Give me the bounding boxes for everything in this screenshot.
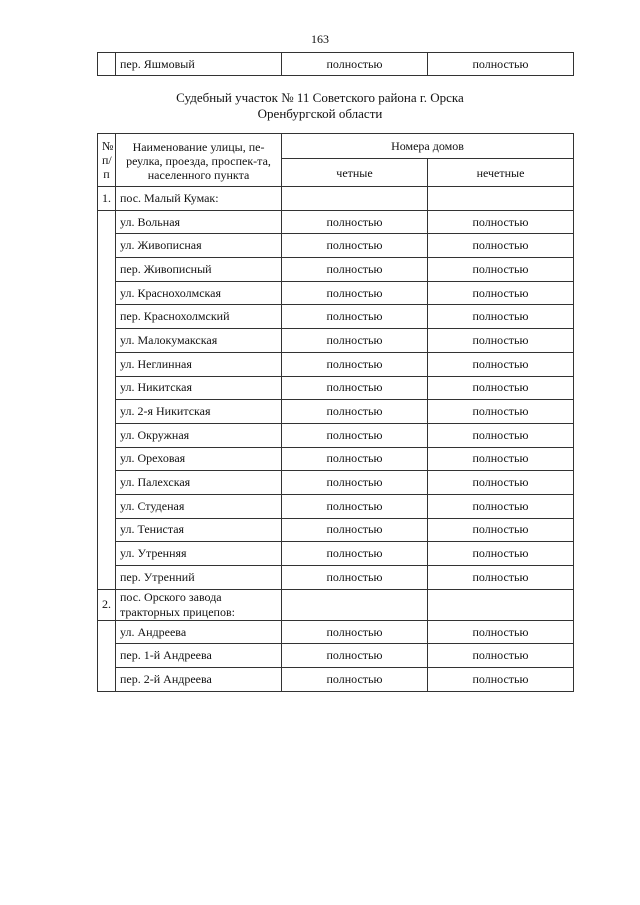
even-houses: полностью <box>282 281 428 305</box>
odd-houses: полностью <box>428 471 574 495</box>
row-number <box>98 53 116 76</box>
header-even: четные <box>282 159 428 187</box>
title-line-1: Судебный участок № 11 Советского района г. Орска <box>176 90 464 105</box>
odd-houses: полностью <box>428 542 574 566</box>
odd-houses: полностью <box>428 210 574 234</box>
even-houses <box>282 187 428 211</box>
even-houses: полностью <box>282 376 428 400</box>
street-name: ул. Тенистая <box>116 518 282 542</box>
even-houses: полностью <box>282 329 428 353</box>
even-houses: полностью <box>282 566 428 590</box>
table-row <box>98 281 574 305</box>
table-row <box>98 423 574 447</box>
table-row <box>98 668 574 692</box>
street-name: ул. Окружная <box>116 423 282 447</box>
odd-houses: полностью <box>428 518 574 542</box>
street-name: ул. 2-я Никитская <box>116 400 282 424</box>
odd-houses: полностью <box>428 376 574 400</box>
even-houses: полностью <box>282 210 428 234</box>
odd-houses: полностью <box>428 305 574 329</box>
street-name: ул. Палехская <box>116 471 282 495</box>
even-houses: полностью <box>282 305 428 329</box>
section-title <box>0 90 640 122</box>
street-name: ул. Краснохолмская <box>116 281 282 305</box>
street-name: ул. Вольная <box>116 210 282 234</box>
street-name: ул. Никитская <box>116 376 282 400</box>
odd-houses: полностью <box>428 566 574 590</box>
odd-houses: полностью <box>428 423 574 447</box>
street-name: пер. 2-й Андреева <box>116 668 282 692</box>
table-row <box>98 376 574 400</box>
street-name: ул. Неглинная <box>116 352 282 376</box>
odd-houses: полностью <box>428 668 574 692</box>
street-name: ул. Андреева <box>116 620 282 644</box>
table-row <box>98 234 574 258</box>
street-name: ул. Живописная <box>116 234 282 258</box>
even-houses: полностью <box>282 494 428 518</box>
table-row <box>98 305 574 329</box>
table-row <box>98 471 574 495</box>
street-name: ул. Малокумакская <box>116 329 282 353</box>
group-row <box>98 187 574 211</box>
row-number <box>98 620 116 691</box>
header-name: Наименование улицы, пе-реулка, проезда, проспек-та, населенного пункта <box>116 134 282 187</box>
header-odd: нечетные <box>428 159 574 187</box>
street-name: ул. Утренняя <box>116 542 282 566</box>
table-row <box>98 542 574 566</box>
street-name: пер. Яшмовый <box>116 53 282 76</box>
even-houses: полностью <box>282 258 428 282</box>
even-houses <box>282 589 428 620</box>
group-number: 2. <box>98 589 116 620</box>
header-num: № п/п <box>98 134 116 187</box>
table-row <box>98 566 574 590</box>
streets-table <box>97 133 574 692</box>
group-row <box>98 589 574 620</box>
table-row <box>98 644 574 668</box>
odd-houses <box>428 589 574 620</box>
street-name: ул. Студеная <box>116 494 282 518</box>
even-houses: полностью <box>282 423 428 447</box>
even-houses: полностью <box>282 644 428 668</box>
street-name: пер. 1-й Андреева <box>116 644 282 668</box>
odd-houses: полностью <box>428 352 574 376</box>
odd-houses: полностью <box>428 329 574 353</box>
table-row <box>98 400 574 424</box>
odd-houses: полностью <box>428 644 574 668</box>
street-name: ул. Ореховая <box>116 447 282 471</box>
header-houses: Номера домов <box>282 134 574 159</box>
street-name: пер. Живописный <box>116 258 282 282</box>
even-houses: полностью <box>282 518 428 542</box>
even-houses: полностью <box>282 668 428 692</box>
settlement-name: пос. Малый Кумак: <box>116 187 282 211</box>
street-name: пер. Краснохолмский <box>116 305 282 329</box>
settlement-name: пос. Орского завода тракторных прицепов: <box>116 589 282 620</box>
page-number: 163 <box>311 32 329 46</box>
even-houses: полностью <box>282 620 428 644</box>
odd-houses: полностью <box>428 400 574 424</box>
table-row <box>98 518 574 542</box>
even-houses: полностью <box>282 447 428 471</box>
header-row <box>98 134 574 159</box>
even-houses: полностью <box>282 542 428 566</box>
table-row <box>98 494 574 518</box>
even-houses: полностью <box>282 234 428 258</box>
table-row <box>98 258 574 282</box>
odd-houses: полностью <box>428 620 574 644</box>
even-houses: полностью <box>282 471 428 495</box>
title-line-2: Оренбургской области <box>257 106 383 121</box>
odd-houses: полностью <box>428 281 574 305</box>
odd-houses: полностью <box>428 447 574 471</box>
continuation-table <box>97 52 574 76</box>
table-row <box>98 352 574 376</box>
odd-houses: полностью <box>428 53 574 76</box>
even-houses: полностью <box>282 352 428 376</box>
table-row <box>98 53 574 76</box>
odd-houses: полностью <box>428 234 574 258</box>
row-number <box>98 210 116 589</box>
odd-houses: полностью <box>428 494 574 518</box>
table-row <box>98 329 574 353</box>
even-houses: полностью <box>282 53 428 76</box>
table-row <box>98 447 574 471</box>
odd-houses <box>428 187 574 211</box>
even-houses: полностью <box>282 400 428 424</box>
odd-houses: полностью <box>428 258 574 282</box>
table-row <box>98 210 574 234</box>
street-name: пер. Утренний <box>116 566 282 590</box>
table-row <box>98 620 574 644</box>
group-number: 1. <box>98 187 116 211</box>
